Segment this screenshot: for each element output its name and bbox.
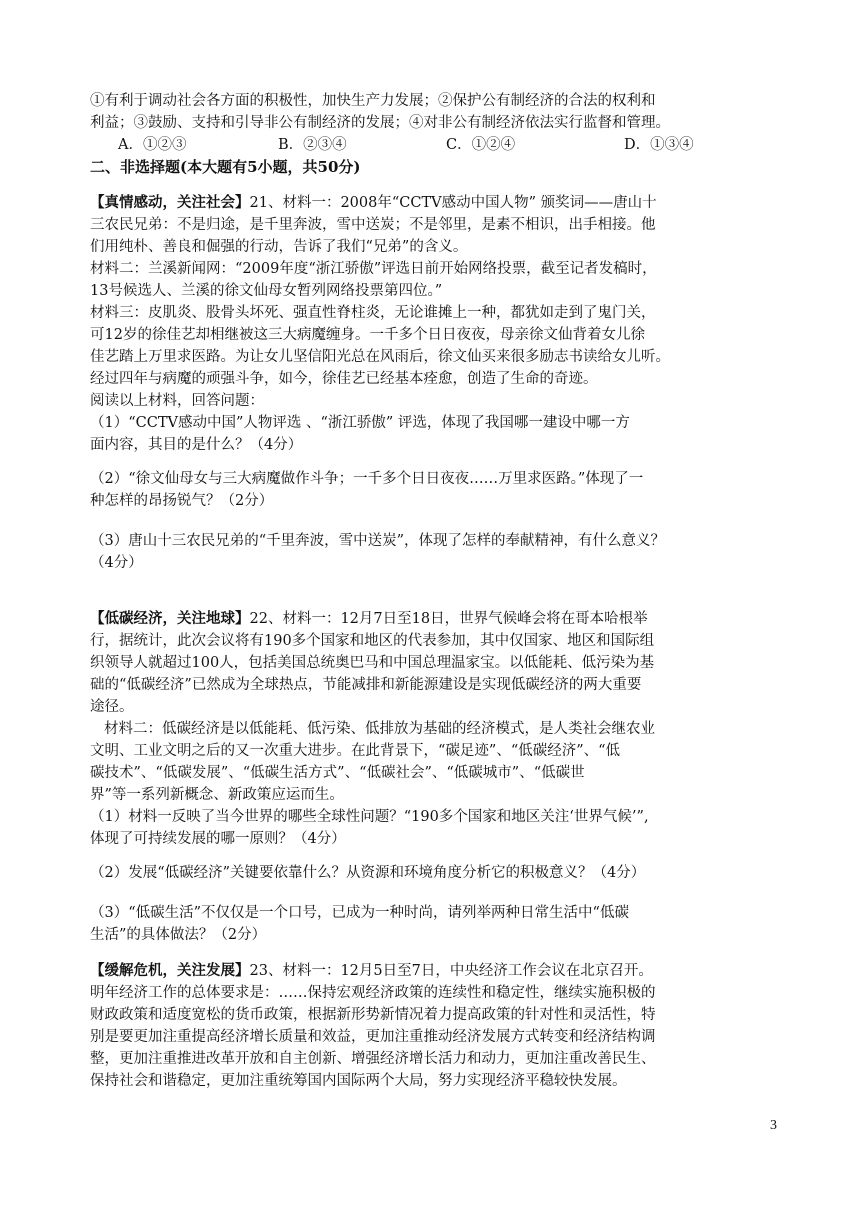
option-c: C．①②④ bbox=[446, 137, 516, 153]
question-tag: 【缓解危机，关注发展】 bbox=[90, 962, 250, 979]
question-tag: 【低碳经济，关注地球】 bbox=[90, 610, 250, 627]
material-text: 碳技术”、“低碳发展”、“低碳生活方式”、“低碳社会”、“低碳城市”、“低碳世 bbox=[90, 765, 585, 781]
question-text: 可12岁的徐佳艺却相继被这三大病魔缠身。一千多个日日夜夜，母亲徐文仙背着女儿徐 bbox=[90, 327, 645, 343]
question-text: 材料二：兰溪新闻网：“2009年度“浙江骄傲”评选日前开始网络投票，截至记者发稿时， bbox=[90, 261, 657, 277]
sub-question-3: 生活”的具体做法？（2分） bbox=[90, 927, 267, 943]
section-title: 二、非选择题(本大题有5小题，共50分) bbox=[90, 158, 361, 176]
question-text: 23、材料一：12月5日至7日，中央经济工作会议在北京召开。 bbox=[249, 963, 653, 979]
question-text: 织领导人就超过100人，包括美国总统奥巴马和中国总理温家宝。以低能耗、低污染为基 bbox=[90, 655, 655, 671]
option-b: B．②③④ bbox=[278, 137, 347, 153]
question-text: 21、材料一：2008年“CCTV感动中国人物” 颁奖词——唐山十 bbox=[249, 195, 657, 211]
question-text: 别是要更加注重提高经济增长质量和效益，更加注重推动经济发展方式转变和经济结构调 bbox=[90, 1029, 656, 1045]
sub-question-1: 面内容，其目的是什么？（4分） bbox=[90, 437, 303, 453]
question-text: 22、材料一：12月7日至18日，世界气候峰会将在哥本哈根举 bbox=[249, 611, 648, 627]
page-number: 3 bbox=[770, 1118, 777, 1133]
material-text: 材料二：低碳经济是以低能耗、低污染、低排放为基础的经济模式，是人类社会继农业 bbox=[104, 721, 655, 737]
q20-statements bbox=[90, 90, 780, 134]
q20-statement-line: 利益；③鼓励、支持和引导非公有制经济的发展；④对非公有制经济依法实行监督和管理。 bbox=[90, 115, 670, 131]
sub-question-2: 种怎样的昂扬锐气？（2分） bbox=[90, 493, 274, 509]
sub-question-1: （1）“CCTV感动中国”人物评选 、“浙江骄傲” 评选，体现了我国哪一建设中哪一方 bbox=[90, 415, 630, 431]
question-text: 保持社会和谐稳定，更加注重统筹国内国际两个大局，努力实现经济平稳较快发展。 bbox=[90, 1073, 627, 1089]
material-text: 界”等一系列新概念、新政策应运而生。 bbox=[90, 787, 344, 803]
question-text: 经过四年与病魔的顽强斗争，如今，徐佳艺已经基本痊愈，创造了生命的奇迹。 bbox=[90, 371, 598, 387]
document-page bbox=[90, 90, 780, 1092]
question-text: 材料三：皮肌炎、股骨头坏死、强直性脊柱炎，无论谁摊上一种，都犹如走到了鬼门关， bbox=[90, 305, 656, 321]
question-text: 佳艺踏上万里求医路。为让女儿坚信阳光总在风雨后，徐文仙买来很多励志书读给女儿听。 bbox=[90, 349, 670, 365]
question-22 bbox=[90, 608, 780, 946]
sub-question-2: （2）“徐文仙母女与三大病魔做作斗争；一千多个日日夜夜……万里求医路。”体现了一 bbox=[90, 471, 644, 487]
question-text: 途径。 bbox=[90, 699, 134, 715]
question-text: 三农民兄弟：不是归途，是千里奔波，雪中送炭；不是邻里，是素不相识，出手相接。他 bbox=[90, 217, 656, 233]
question-23 bbox=[90, 960, 780, 1092]
sub-question-2: （2）发展“低碳经济”关键要依靠什么？从资源和环境角度分析它的积极意义？（4分） bbox=[90, 865, 646, 881]
question-text: 明年经济工作的总体要求是：……保持宏观经济政策的连续性和稳定性，继续实施积极的 bbox=[90, 985, 656, 1001]
sub-question-1: 体现了可持续发展的哪一原则？（4分） bbox=[90, 831, 346, 847]
question-text: 财政政策和适度宽松的货币政策，根据新形势新情况着力提高政策的针对性和灵活性，特 bbox=[90, 1007, 656, 1023]
question-text: 们用纯朴、善良和倔强的行动，告诉了我们“兄弟”的含义。 bbox=[90, 239, 468, 255]
q20-options bbox=[90, 134, 780, 156]
sub-question-3: （4分） bbox=[90, 555, 143, 571]
material-text: 文明、工业文明之后的又一次重大进步。在此背景下，“碳足迹”、“低碳经济”、“低 bbox=[90, 743, 621, 759]
question-text: 阅读以上材料，回答问题： bbox=[90, 393, 264, 409]
question-text: 整，更加注重推进改革开放和自主创新、增强经济增长活力和动力，更加注重改善民生、 bbox=[90, 1051, 656, 1067]
option-d: D．①③④ bbox=[624, 137, 694, 153]
question-text: 13号候选人、兰溪的徐文仙母女暂列网络投票第四位。” bbox=[90, 283, 443, 299]
question-text: 行，据统计，此次会议将有190多个国家和地区的代表参加，其中仅国家、地区和国际组 bbox=[90, 633, 655, 649]
option-a: A．①②③ bbox=[118, 137, 187, 153]
sub-question-3: （3）“低碳生活”不仅仅是一个口号，已成为一种时尚，请列举两种日常生活中“低碳 bbox=[90, 905, 629, 921]
q20-statement-line: ①有利于调动社会各方面的积极性，加快生产力发展；②保护公有制经济的合法的权利和 bbox=[90, 93, 656, 109]
question-text: 础的“低碳经济”已然成为全球热点，节能减排和新能源建设是实现低碳经济的两大重要 bbox=[90, 677, 642, 693]
sub-question-3: （3）唐山十三农民兄弟的“千里奔波，雪中送炭”，体现了怎样的奉献精神，有什么意义？ bbox=[90, 533, 666, 549]
question-tag: 【真情感动，关注社会】 bbox=[90, 194, 250, 211]
sub-question-1: （1）材料一反映了当今世界的哪些全球性问题？“190多个国家和地区关注‘世界气候’”, bbox=[90, 809, 649, 825]
question-21 bbox=[90, 192, 780, 574]
